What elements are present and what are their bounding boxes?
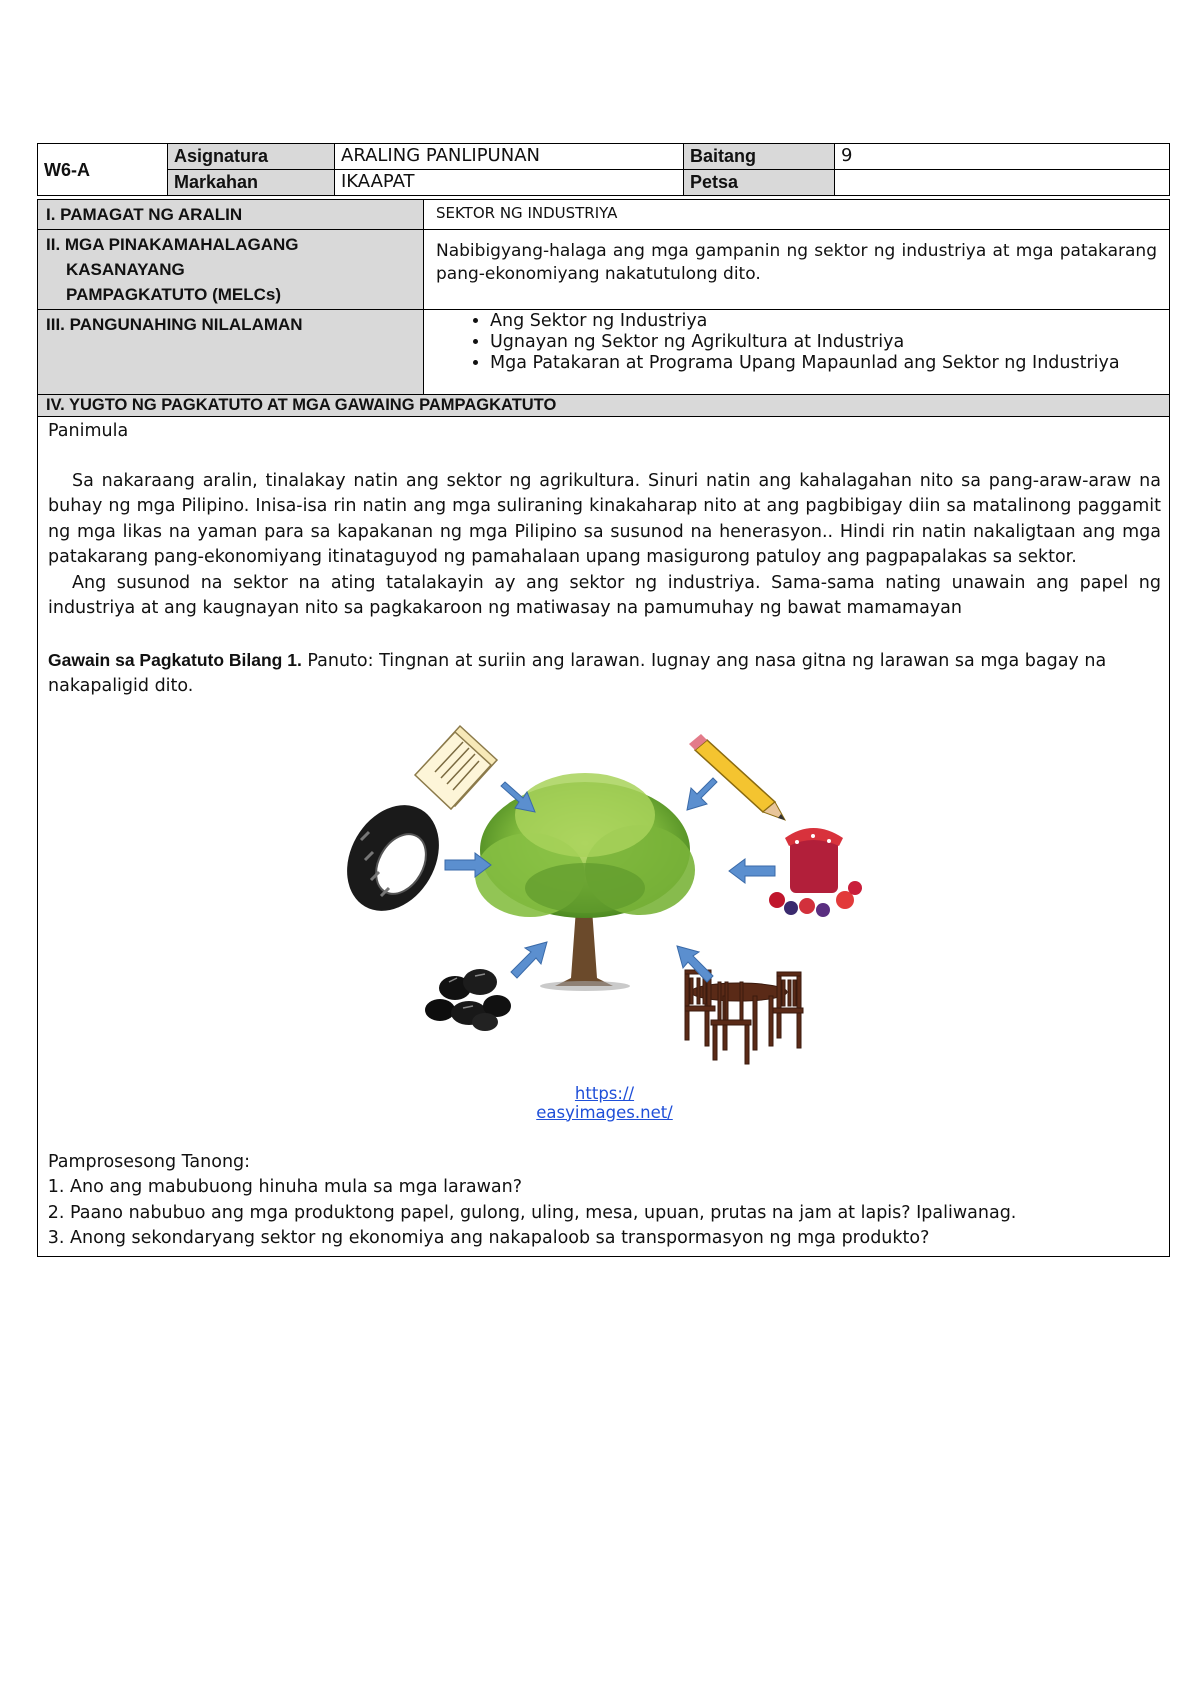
content-item: • Ang Sektor ng Industriya: [490, 311, 1163, 332]
quarter-label: Markahan: [168, 170, 335, 196]
question-item: 1. Ano ang mabubuong hinuha mula sa mga larawan?: [70, 1175, 1161, 1201]
tree-icon: [475, 773, 695, 991]
date-value[interactable]: [835, 170, 1170, 196]
pencil-icon: [689, 734, 785, 820]
source-link-line-2[interactable]: easyimages.net/: [536, 1102, 673, 1122]
coal-icon: [425, 969, 511, 1031]
lesson-sheet: [37, 143, 1170, 1257]
subject-label: Asignatura: [168, 144, 335, 170]
content-item: • Ugnayan ng Sektor ng Agrikultura at Industriya: [490, 332, 1163, 353]
intro-paragraph-1: Sa nakaraang aralin, tinalakay natin ang sektor ng agrikultura. Sinuri natin ang kahalagahan nito sa pang-araw-araw na buhay ng mga Pilipino. Inisa-isa rin natin ang mga suliraning kinakaharap nito at ang pagbibigay diin sa matalinong paggamit ng mga likas na yaman para sa kapakanan ng mga Pilipino sa susunod na henerasyon.. Hindi rin natin nakaligtaan ang mga patakarang pang-ekonomiyang itinataguyod ng pamahalaan upang masigurong patuloy ang pagpapalakas sa sektor.: [48, 470, 1161, 567]
intro-paragraph-2: Ang susunod na sektor na ating tatalakayin ay ang sektor ng industriya. Sama-sama nating unawain ang papel ng industriya at ang kaugnayan nito sa pagkakaroon ng matiwasay na pamumuhay ng bawat mamamayan: [48, 572, 1161, 618]
melc-label-line-2: KASANAYANG: [66, 260, 185, 279]
content-list: [430, 311, 1163, 374]
table-chairs-icon: [685, 970, 803, 1064]
jam-icon: [769, 828, 862, 917]
question-item: 2. Paano nabubuo ang mga produktong papel, gulong, uling, mesa, upuan, prutas na jam at lapis? Ipaliwanag.: [70, 1201, 1161, 1227]
activity-text: Panuto: Tingnan at suriin ang larawan. Iugnay ang nasa gitna ng larawan sa mga bagay na nakapaligid dito.: [48, 650, 1107, 696]
lesson-table: [37, 199, 1170, 1257]
intro-heading: Panimula: [48, 421, 129, 441]
lesson-body: [38, 417, 1170, 1257]
stage-heading: IV. YUGTO NG PAGKATUTO AT MGA GAWAING PAMPAGKATUTO: [38, 395, 1170, 417]
content-item: • Mga Patakaran at Programa Upang Mapaunlad ang Sektor ng Industriya: [490, 353, 1163, 374]
questions-heading: Pamprosesong Tanong:: [48, 1151, 251, 1172]
content-label: III. PANGUNAHING NILALAMAN: [38, 310, 424, 395]
date-label: Petsa: [684, 170, 835, 196]
title-value: SEKTOR NG INDUSTRIYA: [424, 200, 1170, 230]
title-label: I. PAMAGAT NG ARALIN: [38, 200, 424, 230]
melc-value: Nabibigyang-halaga ang mga gampanin ng sektor ng industriya at mga patakarang pang-ekonomiyang nakatutulong dito.: [424, 230, 1170, 310]
industry-diagram: [345, 720, 865, 1080]
content-list-cell: [424, 310, 1170, 395]
quarter-value: IKAAPAT: [335, 170, 684, 196]
subject-value: ARALING PANLIPUNAN: [335, 144, 684, 170]
melc-label-line-3: PAMPAGKATUTO (MELCs): [66, 285, 282, 304]
industry-diagram-svg: [345, 720, 865, 1080]
questions-list: [48, 1175, 1161, 1252]
melc-label-line-1: II. MGA PINAKAMAHALAGANG: [46, 235, 299, 254]
source-link-line-1[interactable]: https://: [574, 1083, 635, 1103]
melc-label: [38, 230, 424, 310]
activity-instruction: [48, 648, 1161, 700]
paper-icon: [415, 726, 497, 809]
grade-value: 9: [835, 144, 1170, 170]
tire-icon: [345, 788, 457, 927]
week-code: W6-A: [38, 144, 168, 196]
grade-label: Baitang: [684, 144, 835, 170]
activity-title: Gawain sa Pagkatuto Bilang 1.: [48, 649, 302, 670]
header-table: [37, 143, 1170, 196]
question-item: 3. Anong sekondaryang sektor ng ekonomiya ang nakapaloob sa transpormasyon ng mga produkto?: [70, 1226, 1161, 1252]
source-link[interactable]: [48, 1084, 1161, 1122]
